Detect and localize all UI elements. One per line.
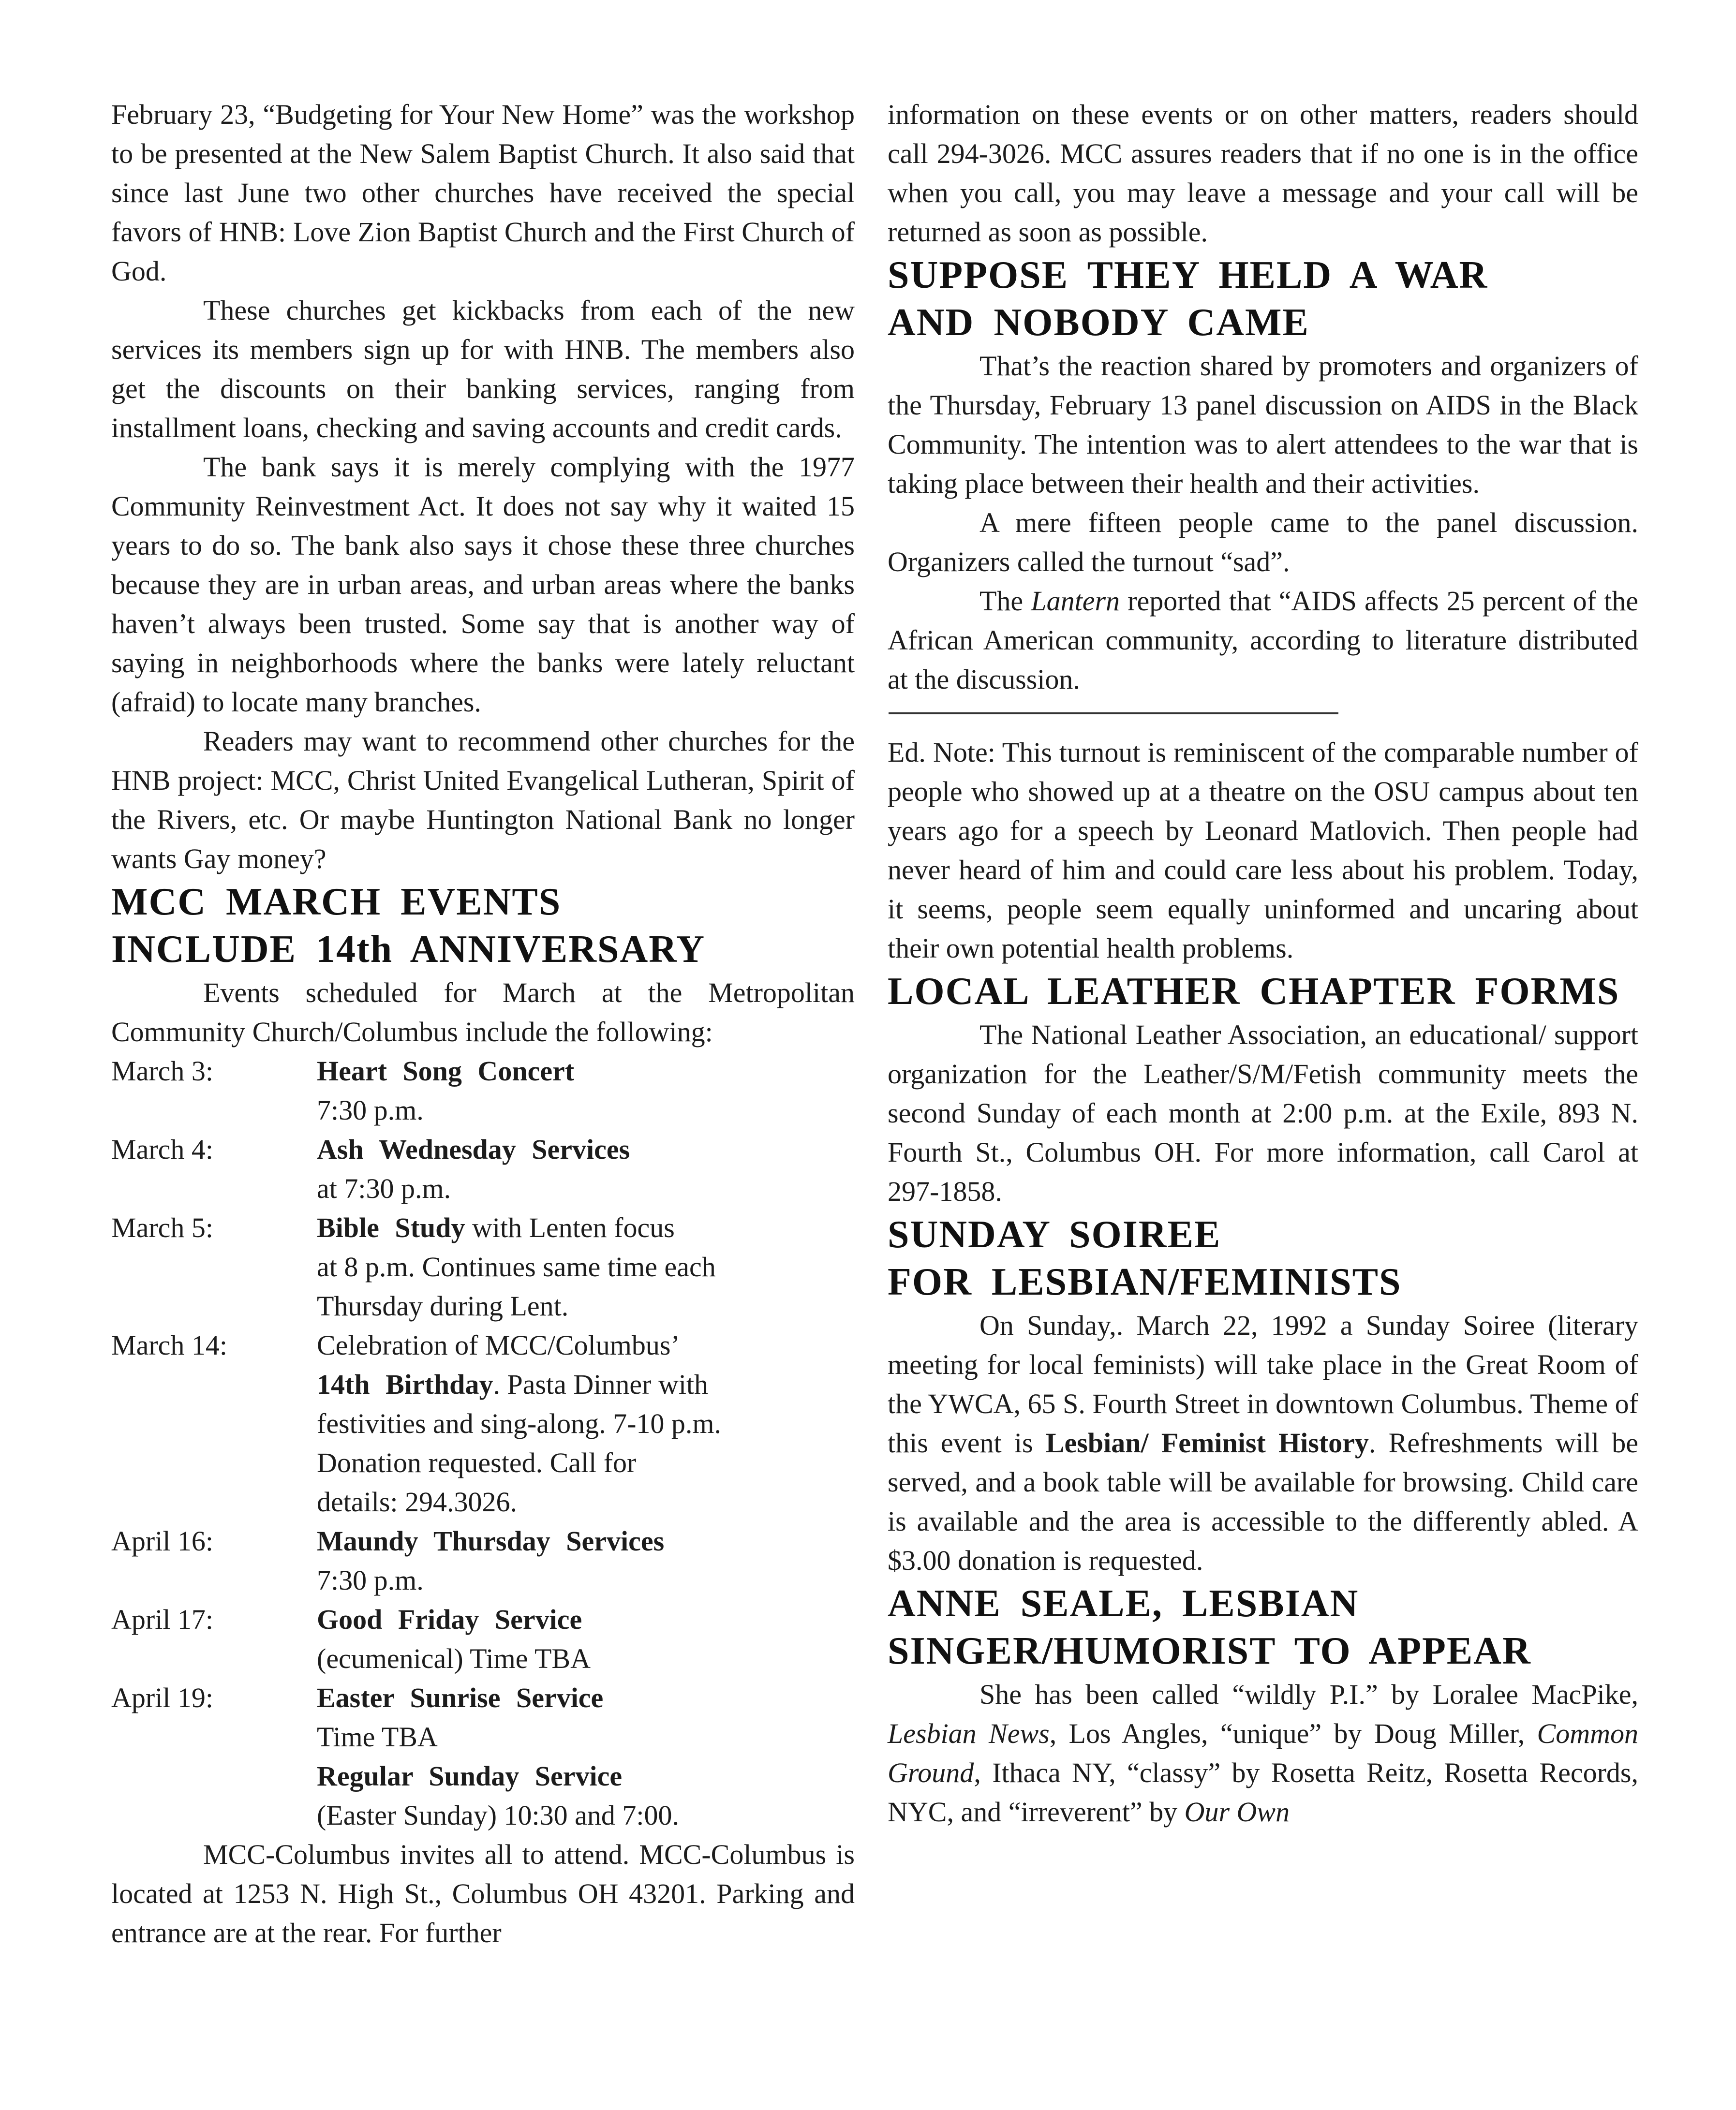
headline-line: SUPPOSE THEY HELD A WAR xyxy=(888,254,1488,296)
event-line: at 7:30 p.m. xyxy=(317,1173,451,1204)
event-date: March 3: xyxy=(111,1055,213,1087)
event-details xyxy=(317,1208,855,1326)
text-run: , Ithaca NY, “classy” by Rosetta Reitz, Rosetta Records, NYC, and “irreverent” by xyxy=(888,1757,1638,1828)
event-details xyxy=(317,1130,855,1208)
event-row xyxy=(111,1051,855,1130)
event-date: March 4: xyxy=(111,1134,213,1165)
event-date: April 19: xyxy=(111,1682,214,1713)
divider-rule xyxy=(889,712,1338,714)
article-paragraph: The National Leather Association, an educational/ support organization for the Leather/S/M/Fetish community meets the second Sunday of each month at 2:00 p.m. at the Exile, 893 N. Fourth St., Columbus OH. For more information, call Carol at 297-1858. xyxy=(888,1019,1638,1207)
headline-line: SUNDAY SOIREE xyxy=(888,1213,1221,1256)
headline-leather: LOCAL LEATHER CHAPTER FORMS xyxy=(888,970,1620,1013)
event-date: March 14: xyxy=(111,1329,227,1361)
article-paragraph: information on these events or on other matters, readers should call 294-3026. MCC assures readers that if no one is in the office when you call, you may leave a message and your call will be returned as soon as possible. xyxy=(888,99,1638,248)
event-title: Maundy Thursday Services xyxy=(317,1525,665,1557)
article-paragraph: Events scheduled for March at the Metropolitan Community Church/Columbus include the following: xyxy=(111,977,855,1048)
headline-soiree xyxy=(888,1211,1638,1306)
right-column xyxy=(888,95,1638,1831)
event-row xyxy=(111,1130,855,1208)
headline-line: SINGER/HUMORIST TO APPEAR xyxy=(888,1630,1531,1672)
event-title: Heart Song Concert xyxy=(317,1055,575,1087)
event-line: Time TBA xyxy=(317,1721,438,1753)
event-line: Donation requested. Call for xyxy=(317,1447,637,1478)
event-line: details: 294.3026. xyxy=(317,1486,518,1518)
event-date xyxy=(111,1756,317,1835)
article-paragraph: These churches get kickbacks from each of the new services its members sign up for with HNB. The members also get the discounts on their banking services, ranging from installment loans, checking and saving accounts and credit cards. xyxy=(111,295,855,443)
event-row xyxy=(111,1208,855,1326)
event-details xyxy=(317,1756,855,1835)
event-title: Ash Wednesday Services xyxy=(317,1134,630,1165)
event-title-suffix: . Pasta Dinner with xyxy=(493,1369,709,1400)
event-row xyxy=(111,1756,855,1835)
event-details xyxy=(317,1600,855,1678)
event-title: 14th Birthday xyxy=(317,1369,493,1400)
event-title: Easter Sunrise Service xyxy=(317,1682,604,1713)
event-details xyxy=(317,1521,855,1600)
event-row xyxy=(111,1600,855,1678)
article-paragraph: That’s the reaction shared by promoters and organizers of the Thursday, February 13 panel discussion on AIDS in the Black Community. The intention was to alert attendees to the war that is taking place between their health and their activities. xyxy=(888,350,1638,499)
event-title: Regular Sunday Service xyxy=(317,1760,623,1792)
headline-line: ANNE SEALE, LESBIAN xyxy=(888,1582,1359,1625)
event-date: April 17: xyxy=(111,1604,214,1635)
publication-name: Lesbian News xyxy=(888,1718,1050,1749)
event-row xyxy=(111,1678,855,1756)
article-paragraph xyxy=(888,1675,1638,1831)
text-run: The xyxy=(979,585,1031,617)
left-column xyxy=(111,95,855,1952)
event-line: (ecumenical) Time TBA xyxy=(317,1643,591,1674)
text-run: She has been called “wildly P.I.” by Loralee MacPike, xyxy=(979,1679,1638,1710)
article-paragraph: MCC-Columbus invites all to attend. MCC-Columbus is located at 1253 N. High St., Columbus OH 43201. Parking and entrance are at the rear. For further xyxy=(111,1839,855,1948)
text-run: . Refreshments will be served, and a book table will be available for browsing. Child care is available and the area is accessible to the differently abled. A $3.00 donation is requested. xyxy=(888,1427,1638,1576)
event-date: April 16: xyxy=(111,1525,214,1557)
headline-anne-seale xyxy=(888,1580,1638,1675)
publication-name: Common Ground xyxy=(888,1718,1638,1788)
text-run: , Los Angles, “unique” by Doug Miller, xyxy=(1049,1718,1537,1749)
article-paragraph xyxy=(888,581,1638,699)
event-date: March 5: xyxy=(111,1212,213,1243)
editor-note: Ed. Note: This turnout is reminiscent of the comparable number of people who showed up at a theatre on the OSU campus about ten years ago for a speech by Leonard Matlovich. Then people had never heard of him and could care less about his problem. Today, it seems, people seem equally uninformed and uncaring about their own potential health problems. xyxy=(888,737,1638,964)
headline-war xyxy=(888,251,1638,346)
event-details xyxy=(317,1678,855,1756)
publication-name: Our Own xyxy=(1184,1796,1290,1828)
event-row xyxy=(111,1521,855,1600)
event-line: 7:30 p.m. xyxy=(317,1094,424,1126)
event-line: festivities and sing-along. 7-10 p.m. xyxy=(317,1408,722,1439)
headline-mcc-events xyxy=(111,878,855,973)
headline-line: INCLUDE 14th ANNIVERSARY xyxy=(111,928,706,971)
headline-line: MCC MARCH EVENTS xyxy=(111,881,562,923)
events-schedule xyxy=(111,1051,855,1835)
event-line: 7:30 p.m. xyxy=(317,1564,424,1596)
publication-name: Lantern xyxy=(1031,585,1120,617)
text-run: reported that “AIDS affects 25 percent of the African American community, according to literature distributed at the discussion. xyxy=(888,585,1638,695)
article-paragraph: The bank says it is merely complying with the 1977 Community Reinvestment Act. It does not say why it waited 15 years to do so. The bank also says it chose these three churches because they are in urban areas, and urban areas where the banks haven’t always been trusted. Some say that is another way of saying in neighborhoods where the banks were lately reluctant (afraid) to locate many branches. xyxy=(111,451,855,718)
theme-bold: Lesbian/ Feminist History xyxy=(1045,1427,1369,1459)
headline-line: FOR LESBIAN/FEMINISTS xyxy=(888,1261,1402,1303)
event-title: Bible Study xyxy=(317,1212,465,1243)
text-run: On Sunday,. March 22, 1992 a Sunday Soiree (literary meeting for local feminists) will take place in the Great Room of the YWCA, 65 S. Fourth Street in downtown Columbus. Theme of this event is xyxy=(888,1310,1638,1459)
event-line: at 8 p.m. Continues same time each xyxy=(317,1251,716,1283)
headline-line: AND NOBODY CAME xyxy=(888,301,1309,344)
event-row xyxy=(111,1326,855,1521)
event-line: (Easter Sunday) 10:30 and 7:00. xyxy=(317,1800,680,1831)
article-paragraph: Readers may want to recommend other churches for the HNB project: MCC, Christ United Evangelical Lutheran, Spirit of the Rivers, etc. Or maybe Huntington National Bank no longer wants Gay money? xyxy=(111,725,855,874)
event-details xyxy=(317,1051,855,1130)
event-title: Good Friday Service xyxy=(317,1604,582,1635)
event-details xyxy=(317,1326,855,1521)
article-paragraph: A mere fifteen people came to the panel discussion. Organizers called the turnout “sad”. xyxy=(888,507,1638,577)
event-line: Celebration of MCC/Columbus’ xyxy=(317,1329,680,1361)
article-paragraph xyxy=(888,1306,1638,1580)
article-paragraph: February 23, “Budgeting for Your New Home” was the workshop to be presented at the New Salem Baptist Church. It also said that since last June two other churches have received the special favors of HNB: Love Zion Baptist Church and the First Church of God. xyxy=(111,99,855,287)
event-line: Thursday during Lent. xyxy=(317,1290,569,1322)
event-title-suffix: with Lenten focus xyxy=(465,1212,675,1243)
